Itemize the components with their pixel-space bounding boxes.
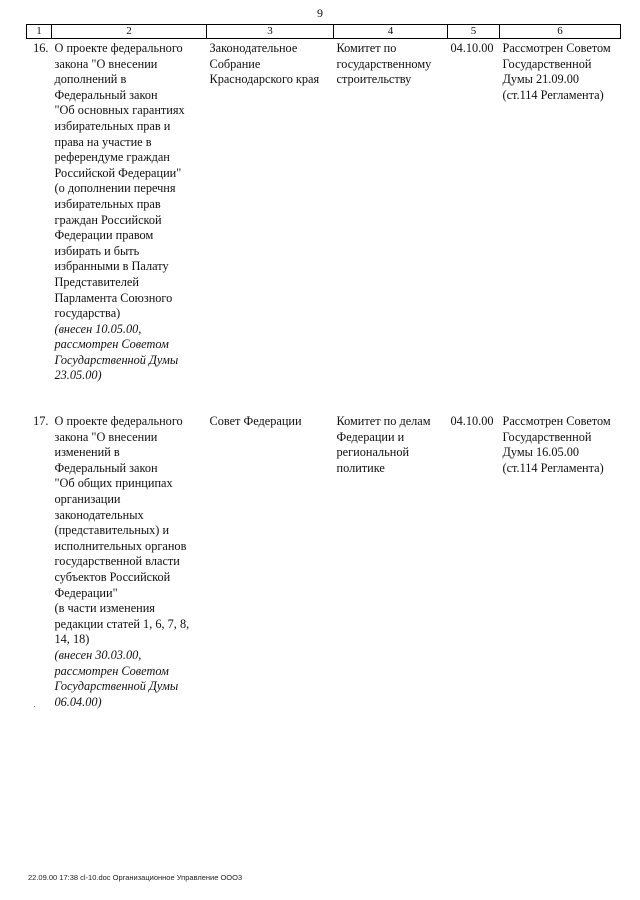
column-header: 6 xyxy=(500,25,621,39)
bill-title-line: субъектов Российской xyxy=(54,570,171,584)
bill-title-line: избранными в Палату xyxy=(54,259,169,274)
column-header: 1 xyxy=(27,25,52,39)
bill-note-line: (внесен 30.03.00, xyxy=(54,647,142,662)
bill-title-line: О проекте федерального xyxy=(54,414,183,429)
initiator-line: Собрание xyxy=(209,56,261,71)
bill-title xyxy=(52,39,207,385)
column-header: 5 xyxy=(448,25,500,39)
status-line: (ст.114 Регламента) xyxy=(502,460,604,475)
bill-title-line: О проекте федерального xyxy=(54,41,183,55)
date: 04.10.00 xyxy=(450,41,494,55)
status-line: Рассмотрен Советом xyxy=(502,41,611,55)
bill-note-line: рассмотрен Советом xyxy=(54,663,169,678)
bill-title-line: Представителей xyxy=(54,274,139,289)
bill-title-line: организации xyxy=(54,492,121,507)
bill-title-line: закона "О внесении xyxy=(54,429,158,444)
row-number: 17. xyxy=(33,414,49,429)
status xyxy=(500,39,621,385)
status-line: (ст.114 Регламента) xyxy=(502,87,604,102)
bill-title-line: законодательных xyxy=(54,507,144,522)
bill-note-line: (внесен 10.05.00, xyxy=(54,321,142,336)
bill-title-line: "Об общих принципах xyxy=(54,476,173,491)
bill-title-line: государства) xyxy=(54,306,121,321)
status-line: Думы 21.09.00 xyxy=(502,72,580,87)
committee-line: Комитет по делам xyxy=(336,414,431,429)
committee-line: региональной xyxy=(336,445,410,460)
initiator-line: Законодательное xyxy=(209,41,298,55)
initiator xyxy=(207,412,334,710)
row-spacer xyxy=(27,384,621,412)
bill-title-line: Федеральный закон xyxy=(54,87,158,102)
bill-title-line: права на участие в xyxy=(54,134,152,149)
bill-title xyxy=(52,412,207,710)
committee xyxy=(334,412,448,710)
bills-table xyxy=(26,24,621,710)
bill-title-line: Федеральный закон xyxy=(54,460,158,475)
status-line: Государственной xyxy=(502,56,592,71)
bill-title-line: (представительных) и xyxy=(54,523,170,538)
bill-title-line: закона "О внесении xyxy=(54,56,158,71)
bill-title-line: Федерации правом xyxy=(54,228,154,243)
bill-title-line: редакции статей 1, 6, 7, 8, xyxy=(54,616,190,631)
bill-title-line: избирать и быть xyxy=(54,243,140,258)
bill-title-line: избирательных прав и xyxy=(54,118,171,133)
committee xyxy=(334,39,448,385)
committee-line: политике xyxy=(336,460,385,475)
column-number-row xyxy=(27,25,621,39)
bill-title-line: государственной власти xyxy=(54,554,180,569)
bill-note xyxy=(55,648,204,710)
column-header: 4 xyxy=(334,25,448,39)
date: 04.10.00 xyxy=(450,414,494,429)
initiator-line: Совет Федерации xyxy=(209,414,302,429)
bill-title-line: изменений в xyxy=(54,445,120,460)
committee-line: Комитет по xyxy=(336,41,397,55)
status-line: Думы 16.05.00 xyxy=(502,445,580,460)
bill-title-line: Федерации" xyxy=(54,585,118,600)
status xyxy=(500,412,621,710)
bill-title-line: (о дополнении перечня xyxy=(54,181,176,196)
bill-title-line: исполнительных органов xyxy=(54,538,187,553)
column-header: 2 xyxy=(52,25,207,39)
bill-title-line: Парламента Союзного xyxy=(54,290,173,305)
bill-note-line: рассмотрен Советом xyxy=(54,337,169,352)
bill-title-line: избирательных прав xyxy=(54,196,161,211)
table-row xyxy=(27,39,621,385)
row-number: 16. xyxy=(33,41,49,55)
bill-note-line: Государственной Думы xyxy=(54,352,179,367)
bill-title-line: дополнений в xyxy=(54,72,127,87)
bill-note-line: Государственной Думы xyxy=(54,679,179,694)
scan-speck xyxy=(34,706,35,707)
committee-line: строительству xyxy=(336,72,412,87)
status-line: Рассмотрен Советом xyxy=(502,414,611,429)
bill-title-line: граждан Российской xyxy=(54,212,162,227)
status-line: Государственной xyxy=(502,429,592,444)
document-footer: 22.09.00 17:38 cl-10.doc Организационное Управление ООО3 xyxy=(28,873,243,882)
initiator-line: Краснодарского края xyxy=(209,72,320,87)
column-header: 3 xyxy=(207,25,334,39)
bill-note-line: 06.04.00) xyxy=(54,694,102,709)
bill-note xyxy=(55,322,204,384)
page-number: 9 xyxy=(317,6,323,20)
bill-title-line: референдуме граждан xyxy=(54,150,170,165)
initiator xyxy=(207,39,334,385)
bill-note-line: 23.05.00) xyxy=(54,368,102,383)
bill-title-line: Российской Федерации" xyxy=(54,165,182,180)
table-row xyxy=(27,412,621,710)
bill-title-line: 14, 18) xyxy=(54,632,90,647)
bill-title-line: "Об основных гарантиях xyxy=(54,103,185,118)
committee-line: Федерации и xyxy=(336,429,405,444)
bill-title-line: (в части изменения xyxy=(54,601,155,616)
committee-line: государственному xyxy=(336,56,432,71)
